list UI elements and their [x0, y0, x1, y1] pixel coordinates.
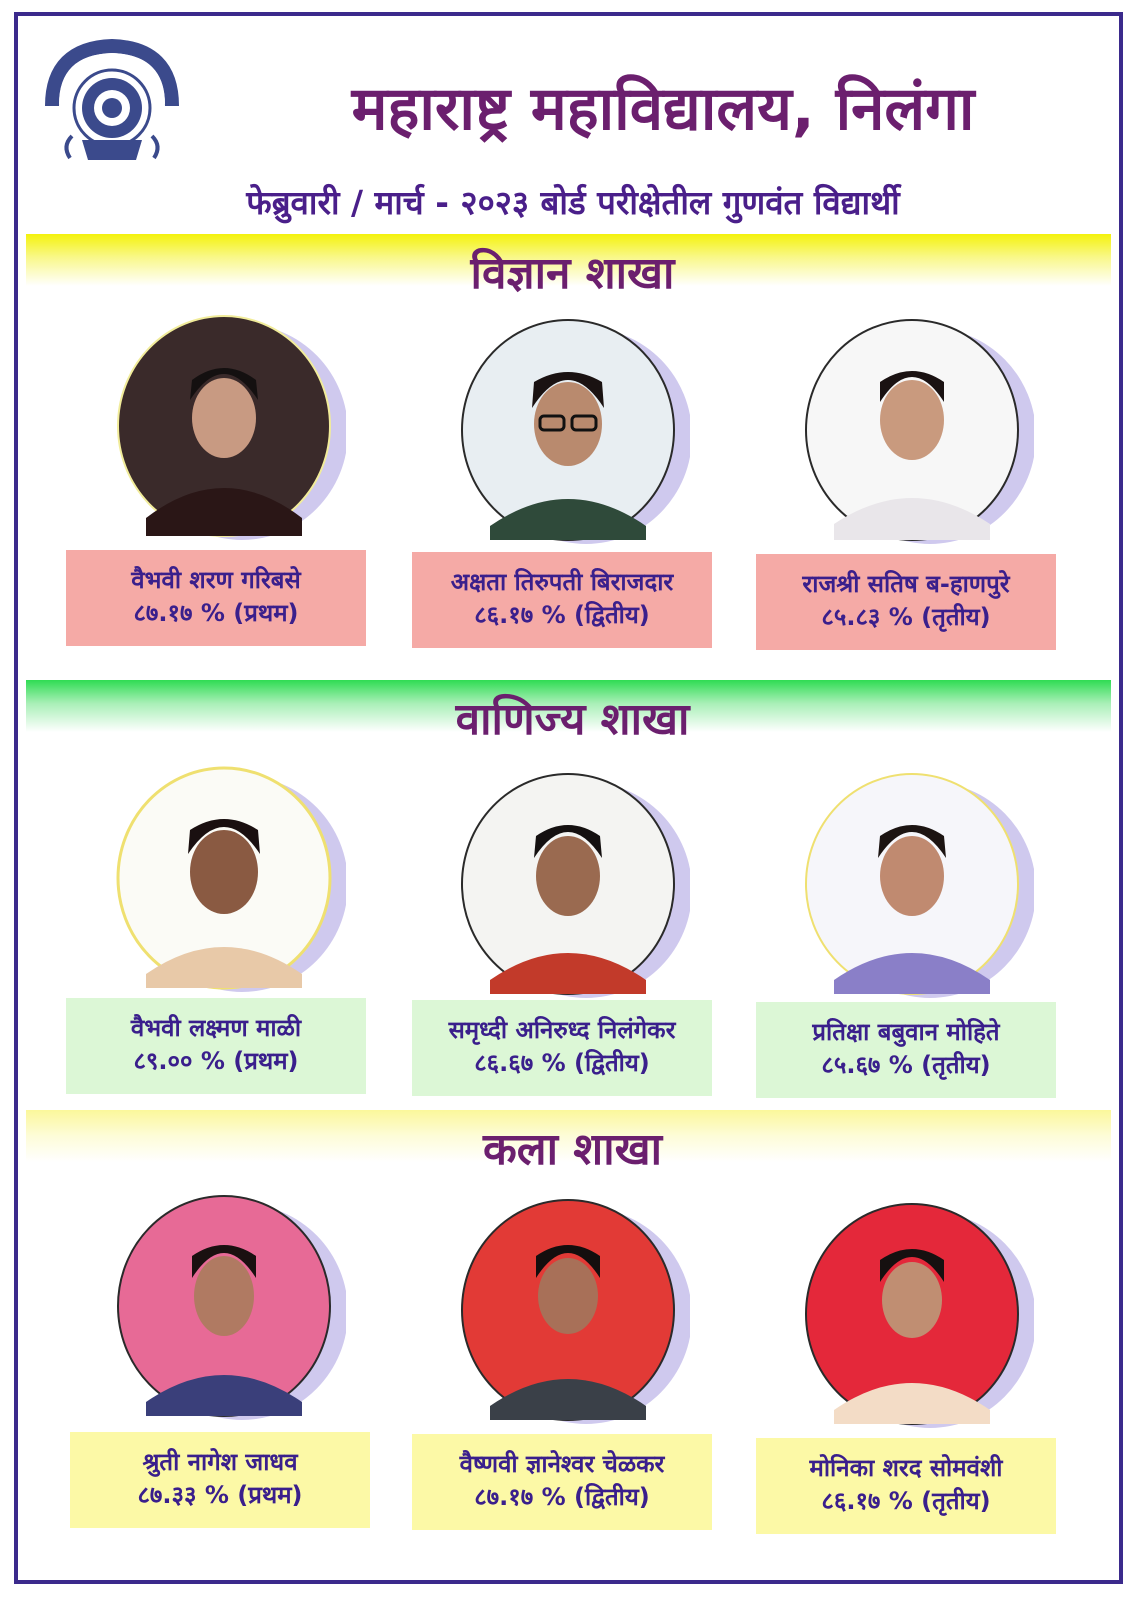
student-score: ८५.८३ % (तृतीय) — [821, 603, 991, 631]
student-card-arts-3 — [756, 1438, 1056, 1534]
student-score: ८६.१७ % (द्वितीय) — [474, 601, 650, 629]
student-photo — [450, 312, 690, 552]
student-card-arts-1 — [70, 1432, 370, 1528]
student-photo — [106, 1188, 346, 1428]
student-name: प्रतिक्षा बबुवान मोहिते — [812, 1018, 1000, 1046]
student-photo — [450, 1192, 690, 1432]
student-photo — [106, 760, 346, 1000]
student-name: अक्षता तिरुपती बिराजदार — [450, 568, 674, 596]
student-name: श्रुती नागेश जाधव — [142, 1448, 298, 1476]
student-photo — [450, 766, 690, 1006]
student-score: ८७.१७ % (द्वितीय) — [474, 1483, 650, 1511]
college-seal-logo — [42, 36, 182, 166]
student-photo — [106, 308, 346, 548]
student-score: ८९.०० % (प्रथम) — [133, 1047, 299, 1075]
arts-section-title: कला शाखा — [482, 1124, 663, 1175]
student-name: मोनिका शरद सोमवंशी — [809, 1454, 1003, 1482]
student-card-commerce-3 — [756, 1002, 1056, 1098]
student-score: ८६.१७ % (तृतीय) — [821, 1487, 991, 1515]
student-score: ८७.३३ % (प्रथम) — [137, 1481, 303, 1509]
page-subtitle: फेब्रुवारी / मार्च - २०२३ बोर्ड परीक्षेतील गुणवंत विद्यार्थी — [246, 183, 900, 222]
student-name: समृध्दी अनिरुध्द निलंगेकर — [448, 1016, 676, 1044]
science-section-title: विज्ञान शाखा — [470, 248, 675, 299]
student-photo — [794, 1196, 1034, 1436]
student-card-commerce-1 — [66, 998, 366, 1094]
student-card-science-2 — [412, 552, 712, 648]
student-name: वैभवी लक्ष्मण माळी — [130, 1014, 302, 1042]
poster-frame — [14, 12, 1123, 1584]
student-score: ८५.६७ % (तृतीय) — [821, 1051, 991, 1079]
student-score: ८७.१७ % (प्रथम) — [133, 599, 299, 627]
commerce-section-title: वाणिज्य शाखा — [455, 694, 690, 745]
student-name: राजश्री सतिष ब-हाणपुरे — [802, 570, 1010, 598]
college-name: महाराष्ट्र महाविद्यालय, निलंगा — [351, 74, 975, 144]
student-photo — [794, 766, 1034, 1006]
student-card-science-1 — [66, 550, 366, 646]
student-photo — [794, 312, 1034, 552]
student-score: ८६.६७ % (द्वितीय) — [474, 1049, 650, 1077]
student-name: वैभवी शरण गरिबसे — [131, 566, 301, 594]
student-card-science-3 — [756, 554, 1056, 650]
student-card-arts-2 — [412, 1434, 712, 1530]
student-name: वैष्णवी ज्ञानेश्वर चेळकर — [459, 1450, 665, 1478]
student-card-commerce-2 — [412, 1000, 712, 1096]
